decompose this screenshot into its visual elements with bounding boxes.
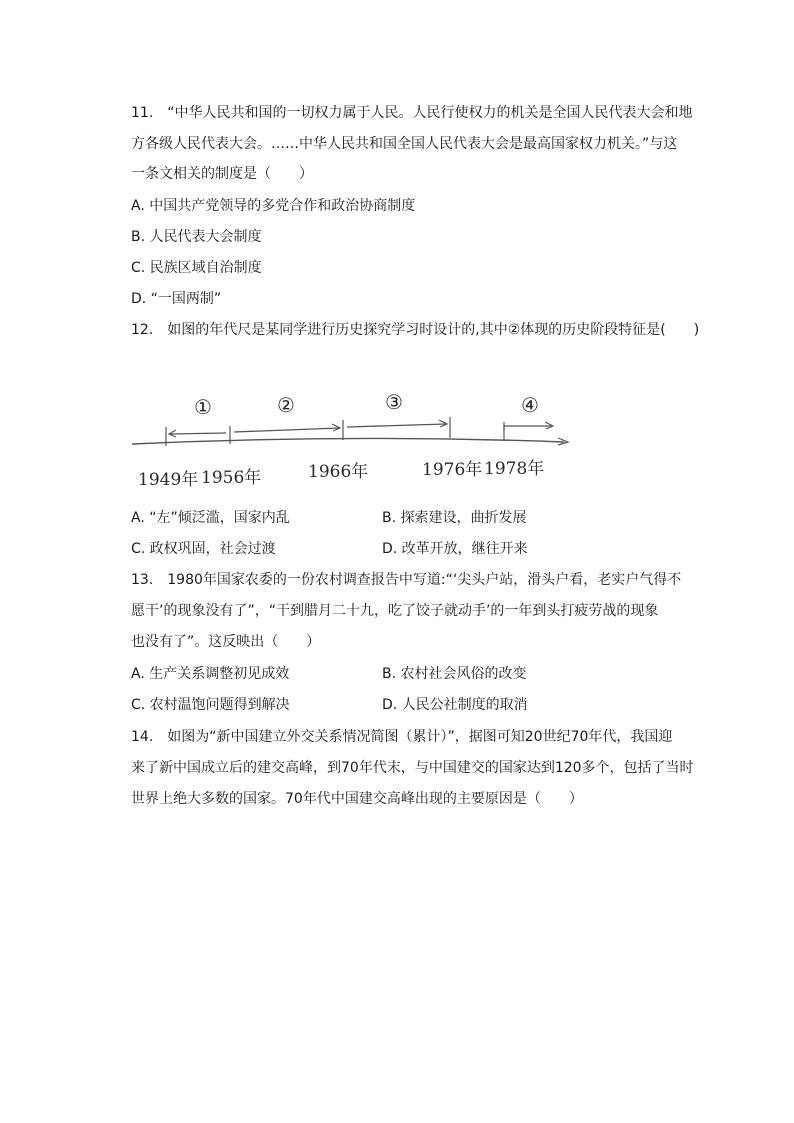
q12-option-b[interactable]: B. 探索建设，曲折发展: [382, 510, 527, 526]
q13-option-a[interactable]: A. 生产关系调整初见成效: [131, 666, 290, 682]
q13-stem-line-2: 愿干’的现象没有了”，“干到腊月二十九，吃了饺子就动手’的一年到头打疲劳战的现象: [131, 603, 659, 619]
segment-label-4: ④: [521, 393, 539, 417]
segment-arrow-4: [504, 426, 552, 430]
year-label-1978: 1978年: [484, 459, 545, 479]
year-label-1949: 1949年: [138, 470, 199, 490]
q11-option-a[interactable]: A. 中国共产党领导的多党合作和政治协商制度: [131, 198, 416, 214]
q13-stem-line-1: 13. 1980年国家农委的一份农村调查报告中写道:“‘尖头户站，滑头户看，老实户气得不: [131, 572, 682, 588]
year-label-1976: 1976年: [422, 460, 483, 480]
q14-stem-line-1: 14. 如图为“新中国建立外交关系情况简图（累计）”，据图可知20世纪70年代，我国迎: [131, 729, 673, 745]
segment-arrow-3: [347, 424, 446, 427]
segment-label-1: ①: [194, 395, 212, 419]
q11-stem-line-1: 11. “中华人民共和国的一切权力属于人民。人民行使权力的机关是全国人民代表大会和地: [131, 105, 693, 121]
year-label-1966: 1966年: [308, 462, 369, 482]
q14-stem-line-3: 世界上绝大多数的国家。70年代中国建交高峰出现的主要原因是（ ）: [131, 791, 583, 807]
q11-stem-line-2: 方各级人民代表大会。……中华人民共和国全国人民代表大会是最高国家权力机关。”与这: [131, 136, 678, 152]
q12-timeline-figure: [128, 382, 578, 494]
timeline-axis: [132, 438, 564, 444]
segment-label-2: ②: [277, 393, 295, 417]
year-label-1956: 1956年: [201, 468, 262, 488]
q12-option-c[interactable]: C. 政权巩固，社会过渡: [131, 541, 276, 557]
q13-stem-line-3: 也没有了”。这反映出（ ）: [131, 634, 321, 650]
q13-option-d[interactable]: D. 人民公社制度的取消: [382, 697, 528, 713]
segment-arrow-2: [234, 428, 339, 432]
q11-stem-line-3: 一条文相关的制度是（ ）: [131, 166, 313, 182]
q13-option-b[interactable]: B. 农村社会风俗的改变: [382, 666, 527, 682]
q12-stem-line-1: 12. 如图的年代尺是某同学进行历史探究学习时设计的,其中②体现的历史阶段特征是( ): [131, 322, 700, 338]
q11-option-c[interactable]: C. 民族区域自治制度: [131, 260, 262, 276]
timeline-svg: [128, 382, 578, 494]
segment-arrow-1: [170, 433, 226, 434]
q11-option-d[interactable]: D. “一国两制”: [131, 291, 222, 307]
segment-label-3: ③: [385, 390, 403, 414]
q14-stem-line-2: 来了新中国成立后的建交高峰，到70年代末，与中国建交的国家达到120多个，包括了当时: [131, 760, 694, 776]
q11-option-b[interactable]: B. 人民代表大会制度: [131, 229, 262, 245]
q13-option-c[interactable]: C. 农村温饱问题得到解决: [131, 697, 290, 713]
q12-option-d[interactable]: D. 改革开放，继往开来: [382, 541, 528, 557]
q12-option-a[interactable]: A. “左”倾泛滥，国家内乱: [131, 510, 290, 526]
